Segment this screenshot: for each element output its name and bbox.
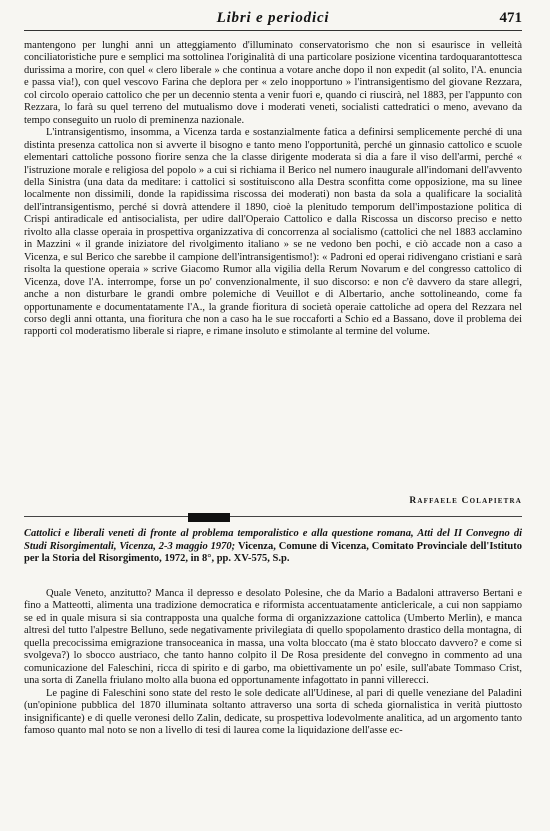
paragraph: mantengono per lunghi anni un atteggiamento d'illuminato conservatorismo che non si esaurisce in velleità conciliatoristiche pure e semplici ma sottolinea l'originalità di una particolare posizione vicentina tardoquarantottesca durissima a morire, con quel « clero liberale » che continua a votare anche dopo il non expedit (al solito, l'A. enuncia e passa via!), con quel vescovo Farina che deplora per « zelo inopportuno » l'intransigentismo del giovane Rezzara, col circolo operaio cattolico che per un decennio stenta a venir fuori e, quando ci riuscirà, nel 1883, per l'appunto con Rezzara, lo farà su quel terreno del mutualismo dove i moderati veneti, socialisti cattedratici o meno, avevano da tempo conseguito un ruolo di preminenza nazionale. xyxy=(24,40,522,126)
bibliographic-entry xyxy=(24,528,522,566)
review-text xyxy=(24,588,522,737)
book-title: Cattolici e liberali veneti di fronte al problema temporalistico e alla questione romana, Atti del II Convegno di Studi Risorgimentali, Vicenza, 2-3 maggio 1970; xyxy=(24,528,522,552)
previous-review-text xyxy=(24,40,522,339)
section-divider xyxy=(24,516,522,517)
paragraph: L'intransigentismo, insomma, a Vicenza tarda e sostanzialmente fatica a definirsi semplicemente perché di una distinta presenza cattolica non si avverte il bisogno e tanto meno l'opportunità, perché un ginnasio cattolico e scuole elementari cattoliche possono fiorire senza che la classe dirigente moderata si dia a fare il viso dell'armi, perché « l'istruzione morale e religiosa del popolo » a cui si richiama il Berico nel numero inaugurale all'indomani dell'avvento della Sinistra (una data da meditare: i cattolici si sostituiscono alla Destra sconfitta come opposizione, ma su linee localmente non dissimili, donde la rapidissima riscossa dei moderati) non basta da sola a qualificare la socialità dell'intransigentismo, perché si dovrà attendere il 1890, cioè la plenitudo temporum dell'impostazione politica di Crispi antiradicale ed antisocialista, per udire dall'Operaio Cattolico e dalla Riscossa un discorso preciso e netto rivolto alla classe operaia in prospettiva organizzativa di concorrenza al socialismo (cattolici che nel 1883 acclamino in Mazzini « il grande iniziatore del rivolgimento italiano » se ne vedono ben pochi, e ciò accade non a caso a Vicenza, e sul Berico che sarebbe il campione dell'intransigentismo!): « Padroni ed operai ridivengano cristiani e sarà risolta la questione operaia » scrive Giacomo Rumor alla vigilia della Rerum Novarum e del congresso cattolico di Vicenza, dove l'A. interrompe, forse un po' convenzionalmente, il suo discorso: e non c'è davvero da stare allegri, anche a non disturbare le grandi ombre polemiche di Veuillot e di Albertario, anche sottolineando, come fa opportunamente e documentatamente l'A., la grande fioritura di società operaie cattoliche ad opera del Rezzara nel corso degli anni ottanta, una fioritura che non a caso ha le sue roccaforti a Schio ed a Bassano, dove il problema dei rapporti col moderatismo liberale si riapre, e rimane insoluto e stimolante al termine del volume. xyxy=(24,127,522,338)
redaction-bar xyxy=(188,513,230,522)
section-title: Libri e periodici xyxy=(216,10,330,26)
paragraph: Le pagine di Faleschini sono state del resto le sole dedicate all'Udinese, al pari di quelle veneziane del Paladini (un'opinione pubblica del 1870 illuminata soltanto attraverso una sorta di scheda giornalistica in verità piuttosto insignificante) e di quelle veronesi dello Zalin, dedicate, su prospettiva lodevolmente analitica, ad un argomento tanto famoso quanto mal noto se non a livello di tesi di laurea come la liquidazione dell'asse ec- xyxy=(24,687,522,736)
page-number: 471 xyxy=(499,10,522,26)
running-header xyxy=(24,10,522,31)
publication-details: Vicenza, Comune di Vicenza, Comitato Provinciale dell'Istituto per la Storia del Risorgimento, 1972, in 8°, pp. XV-575, S.p. xyxy=(24,540,523,565)
review-signature: Raffaele Colapietra xyxy=(409,496,522,506)
paragraph: Quale Veneto, anzitutto? Manca il depresso e desolato Polesine, che da Mario a Badaloni attraverso Bertani e fino a Matteotti, alimenta una tradizione democratica e riformista accentuatamente anticlericale, a cui non sappiamo se ed in quale misura si sia contrapposta una qualche forma di organizzazione cattolica (Umberto Merlin), e manca altresì del tutto l'alpestre Belluno, sede negativamente privilegiata di quello spopolamento drastico della montagna, di quella precocissima emigrazione transoceanica in massa, una volta bloccato (ma è stato bloccato davvero? e come si svolgeva?) lo sbocco austriaco, che tanto hanno colpito il De Rosa presidente del convegno in commento ad una comunicazione del Faleschini, ricca di spirito e di garbo, ma obiettivamente un po' esile, sull'abate Tommaso Crist, una sorta di Zanella friulano molto alla buona ed opportunamente infagottato in panni villerecci. xyxy=(24,588,522,687)
